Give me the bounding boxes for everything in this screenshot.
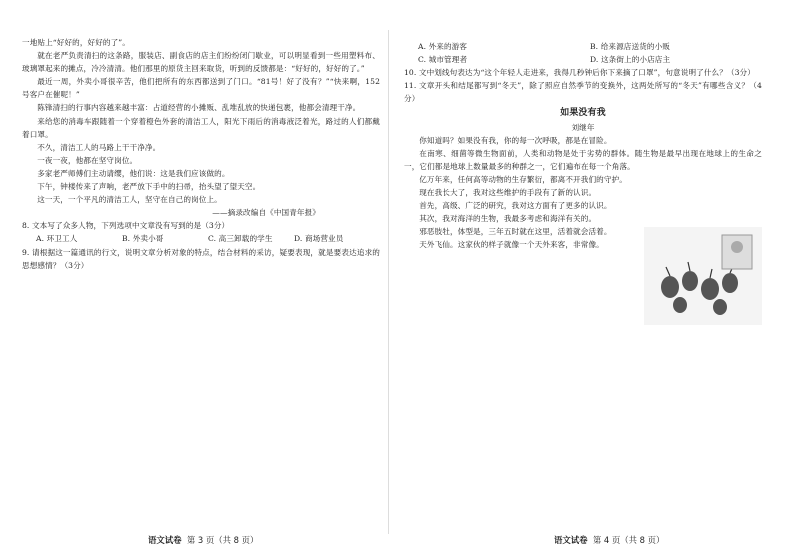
paragraph: 不久，清洁工人的马路上干干净净。 — [37, 142, 161, 152]
paragraph: 这一天，一个平凡的清洁工人，坚守在自己的岗位上。 — [37, 195, 222, 205]
page-footer-left — [148, 534, 258, 546]
paragraph: 现在我长大了，我对这些维护的手段有了新的认识。 — [419, 188, 597, 198]
paragraph: 就在老严负责清扫的这条路，服装店、副食店的店主们纷纷闭门歇业，可以明显看到一些用塑料布、玻璃罩起来的摊点，冷冷清清。他们那里的原货主回来取货，听到的反馈都是：“好好的，好好的了。” — [22, 51, 380, 74]
cartoon-icon — [644, 227, 762, 325]
page-footer-right — [554, 534, 664, 546]
question-options — [404, 40, 762, 66]
column-divider — [388, 30, 389, 534]
option-d: D. 商场营业员 — [294, 234, 344, 244]
question-11: 11. 文章开头和结尾都写到“冬天”，除了照应自然季节的变换外，这两处所写的“冬天”有哪些含义？（4分） — [404, 81, 762, 104]
footer-page-number: 第 3 页（共 8 页） — [186, 535, 259, 545]
paragraph: 你知道吗？如果没有我，你的每一次呼吸，都是在冒险。 — [419, 135, 612, 145]
footer-label: 语文试卷 — [554, 535, 588, 545]
option-a: A. 环卫工人 — [36, 234, 78, 244]
left-column — [22, 36, 380, 272]
article-title: 如果没有我 — [560, 108, 606, 119]
paragraph: 首先，高级、广泛的研究，我对这方面有了更多的认识。 — [419, 201, 612, 211]
source-citation: ——摘录改编自《中国青年报》 — [212, 208, 320, 218]
paragraph: 邪恶肢牡，体型是，三年五时就在这里，活着就会活着。 — [419, 227, 612, 237]
option-b: B. 外卖小哥 — [122, 234, 164, 244]
paragraph: 一夜一夜，他都在坚守岗位。 — [37, 155, 138, 165]
paragraph: 一地贴上“好好的，好好的了”。 — [22, 38, 130, 47]
question-8-options — [22, 232, 380, 245]
paragraph: 在南寒、细菌等微生物面前，人类和动物是处于劣势的群体。随生物是最早出现在地球上的生命之一，它们都是地球上数量最多的种群之一，它们遍布在每一个角落。 — [404, 148, 762, 171]
option-b: B. 给来源店送货的小贩 — [590, 42, 670, 51]
option-d: D. 这条街上的小店店主 — [590, 55, 671, 65]
illustration-image — [644, 227, 762, 325]
question-8: 8. 文本写了众多人物，下列选项中文章没有写到的是（3分） — [22, 221, 230, 231]
paragraph: 其次，我对海洋的生物，我最多考虑和海洋有关的。 — [419, 214, 597, 224]
paragraph: 亿万年来，任何高等动物的生存繁衍，都离不开我们的守护。 — [419, 174, 627, 184]
option-c: C. 城市管理者 — [418, 55, 468, 65]
paragraph: 天外飞仙。这家伙的样子就像一个天外来客，非常像。 — [419, 240, 604, 250]
paragraph: 下午，钟楼传来了声响，老严放下手中的扫帚，抬头望了望天空。 — [37, 182, 261, 192]
paragraph: 多家老严师傅们主动请缨，他们说：这是我们应该做的。 — [37, 168, 230, 178]
paragraph: 最近一周，外卖小哥很辛苦，他们把所有的东西都送到了门口。“81号！好了没有？”“快来啊，152号客户在催呢！” — [22, 77, 380, 100]
paragraph: 陈锋清扫的行事内容越来越丰富：占道经营的小摊贩、乱堆乱放的快递包裹，他都会清理干净。 — [37, 103, 361, 113]
question-10: 10. 文中划线句表达为“这个年轻人走进来，我得几秒钟后你下来摘了口罩”，句意说明了什么？（3分） — [404, 68, 755, 78]
option-c: C. 高三卸载的学生 — [208, 234, 273, 244]
footer-page-number: 第 4 页（共 8 页） — [592, 535, 665, 545]
question-9: 9. 请根据这一篇通讯的行文，说明文章分析对象的特点，结合材料的采访，疑要表现，就是要表达追求的思想感情？（3分） — [22, 247, 380, 270]
right-column — [404, 40, 762, 327]
option-a: A. 外来的游客 — [418, 42, 468, 51]
paragraph: 来给您的消毒车跟随着一个穿着橙色外套的清洁工人，阳光下雨后的消毒液泛着光，路过的人们都戴着口罩。 — [22, 116, 380, 139]
article-author: 刘继年 — [571, 122, 595, 132]
footer-label: 语文试卷 — [148, 535, 182, 545]
